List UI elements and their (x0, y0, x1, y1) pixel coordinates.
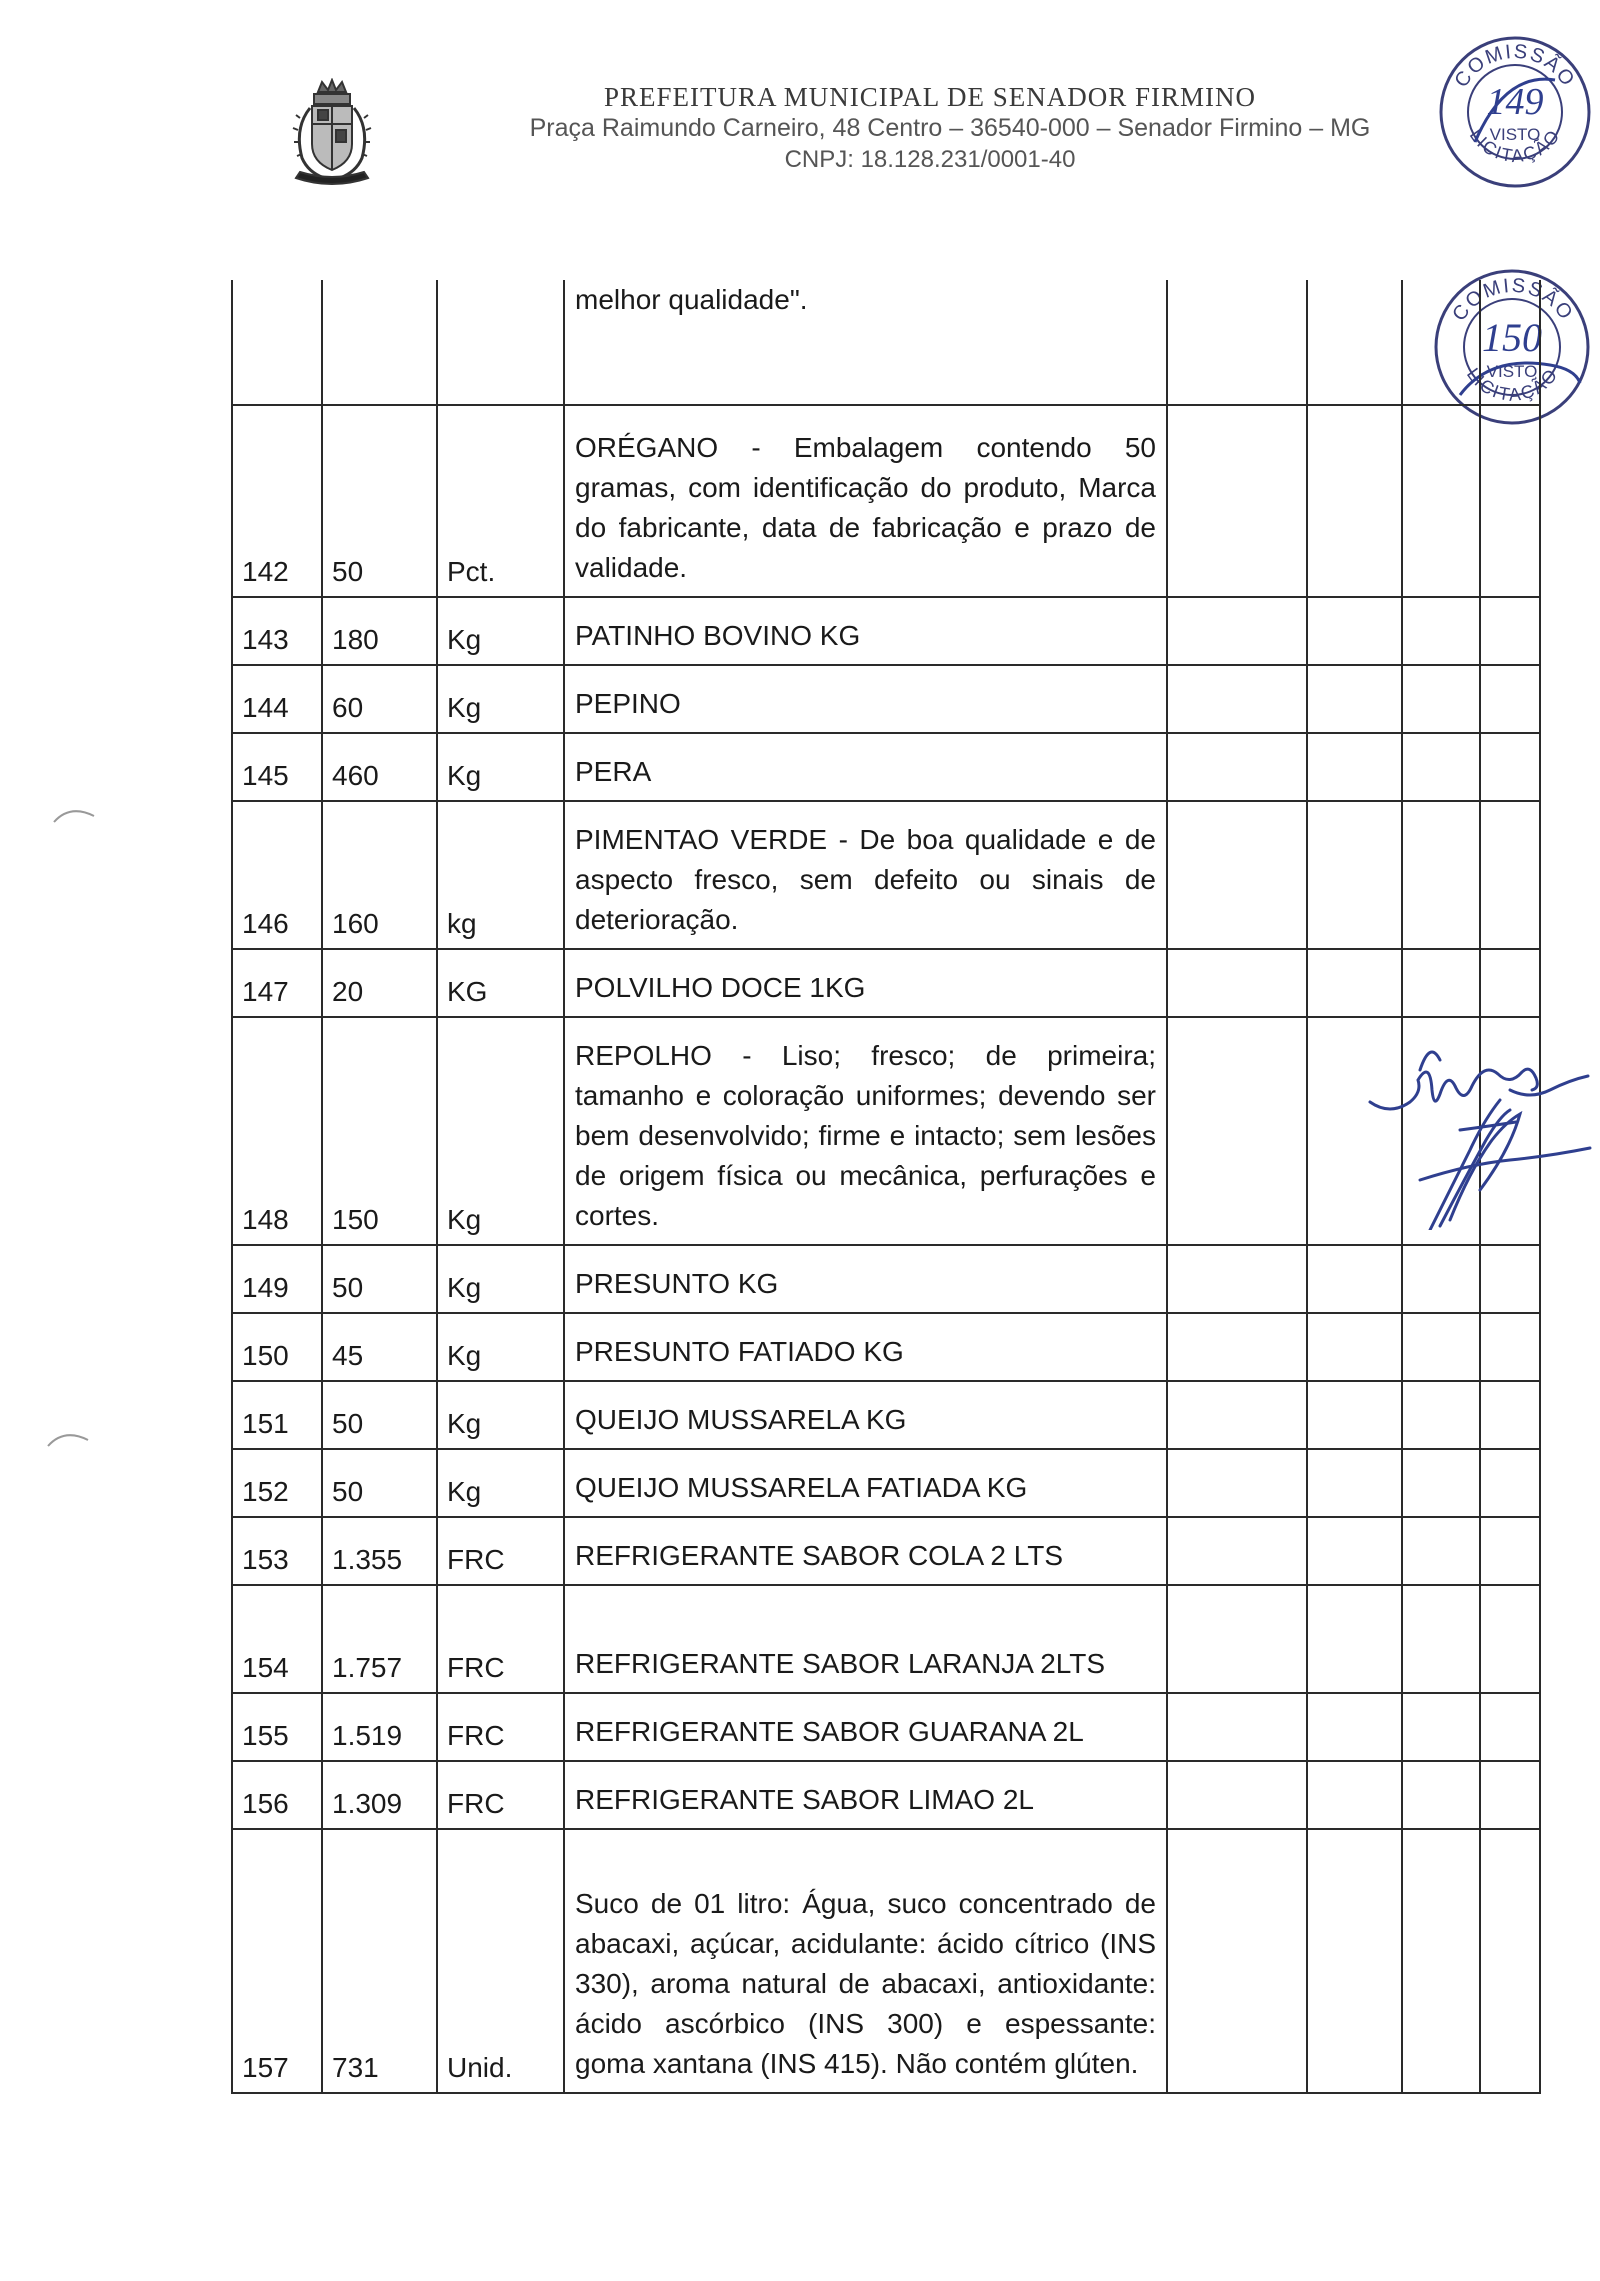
blank-cell (1307, 280, 1402, 405)
blank-cell (1480, 1761, 1540, 1829)
item-description: REPOLHO - Liso; fresco; de primeira; tamanho e coloração uniformes; devendo ser bem desenvolvido; firme e intacto; sem lesões de origem física ou mecânica, perfurações e cortes. (575, 1040, 1156, 1231)
blank-cell (1307, 665, 1402, 733)
blank-cell (1307, 1761, 1402, 1829)
blank-cell (1480, 665, 1540, 733)
table-row (232, 733, 1540, 801)
letterhead (0, 0, 1600, 200)
description-cell (564, 1245, 1167, 1313)
description-cell (564, 665, 1167, 733)
stamp-middle-text: VISTO (1489, 125, 1541, 144)
unit-cell: Unid. (437, 1829, 564, 2093)
blank-cell (1307, 1313, 1402, 1381)
quantity-cell: 460 (322, 733, 437, 801)
blank-cell (1307, 1517, 1402, 1585)
table-row (232, 1449, 1540, 1517)
item-description: REFRIGERANTE SABOR LIMAO 2L (575, 1784, 1034, 1815)
blank-cell (1307, 1585, 1402, 1693)
blank-cell (1480, 405, 1540, 597)
blank-cell (1167, 1585, 1307, 1693)
blank-cell (1480, 1245, 1540, 1313)
item-description: QUEIJO MUSSARELA FATIADA KG (575, 1472, 1028, 1503)
blank-cell (1167, 1517, 1307, 1585)
table-row (232, 1585, 1540, 1693)
blank-cell (1307, 1693, 1402, 1761)
item-description: ORÉGANO - Embalagem contendo 50 gramas, com identificação do produto, Marca do fabricante, data de fabricação e prazo de validade. (575, 432, 1156, 583)
item-description: REFRIGERANTE SABOR GUARANA 2L (575, 1716, 1084, 1747)
blank-cell (1402, 405, 1480, 597)
stamp-bottom-text: LICITAÇÃO (1462, 364, 1563, 405)
unit-cell: FRC (437, 1517, 564, 1585)
unit-cell: Kg (437, 1245, 564, 1313)
stamp-bottom-text: LICITAÇÃO (1465, 125, 1565, 167)
item-number-cell: 150 (232, 1313, 322, 1381)
letterhead-address: Praça Raimundo Carneiro, 48 Centro – 36540-000 – Senador Firmino – MG (529, 114, 1371, 142)
blank-cell (1307, 1449, 1402, 1517)
blank-cell (1167, 665, 1307, 733)
blank-cell (1402, 1245, 1480, 1313)
description-cell (564, 949, 1167, 1017)
item-description: PRESUNTO KG (575, 1268, 779, 1299)
description-cell (564, 1585, 1167, 1693)
description-cell (564, 1829, 1167, 2093)
description-cell (564, 597, 1167, 665)
blank-cell (1480, 1381, 1540, 1449)
item-number-cell: 144 (232, 665, 322, 733)
quantity-cell: 731 (322, 1829, 437, 2093)
blank-cell (1402, 1761, 1480, 1829)
table-row (232, 1693, 1540, 1761)
quantity-cell: 20 (322, 949, 437, 1017)
stamp-number: 150 (1482, 315, 1542, 360)
table-row (232, 801, 1540, 949)
scan-mark (50, 800, 100, 830)
blank-cell (1307, 405, 1402, 597)
unit-cell: Kg (437, 1449, 564, 1517)
unit-cell: Kg (437, 1381, 564, 1449)
unit-cell: FRC (437, 1693, 564, 1761)
table-row (232, 1381, 1540, 1449)
unit-cell: Kg (437, 733, 564, 801)
blank-cell (1167, 1693, 1307, 1761)
item-number-cell (232, 280, 322, 405)
item-number-cell: 143 (232, 597, 322, 665)
blank-cell (1167, 1449, 1307, 1517)
quantity-cell (322, 280, 437, 405)
blank-cell (1480, 1449, 1540, 1517)
unit-cell: Kg (437, 1017, 564, 1245)
stamp-top-text: COMISSÃO (1448, 274, 1578, 326)
blank-cell (1480, 1585, 1540, 1693)
quantity-cell: 50 (322, 1449, 437, 1517)
description-cell (564, 1517, 1167, 1585)
unit-cell: FRC (437, 1585, 564, 1693)
blank-cell (1480, 280, 1540, 405)
item-number-cell: 157 (232, 1829, 322, 2093)
letterhead-cnpj: CNPJ: 18.128.231/0001-40 (784, 146, 1076, 173)
description-cell (564, 733, 1167, 801)
item-number-cell: 148 (232, 1017, 322, 1245)
table-row (232, 1829, 1540, 2093)
quantity-cell: 1.757 (322, 1585, 437, 1693)
item-number-cell: 147 (232, 949, 322, 1017)
blank-cell (1402, 280, 1480, 405)
table-row (232, 949, 1540, 1017)
unit-cell: Kg (437, 665, 564, 733)
item-number-cell: 154 (232, 1585, 322, 1693)
item-description: PEPINO (575, 688, 681, 719)
item-description: REFRIGERANTE SABOR COLA 2 LTS (575, 1540, 1064, 1571)
table-row (232, 1761, 1540, 1829)
blank-cell (1402, 1313, 1480, 1381)
blank-cell (1402, 1381, 1480, 1449)
blank-cell (1167, 1313, 1307, 1381)
quantity-cell: 50 (322, 405, 437, 597)
blank-cell (1402, 801, 1480, 949)
quantity-cell: 160 (322, 801, 437, 949)
description-cell (564, 1449, 1167, 1517)
blank-cell (1307, 801, 1402, 949)
description-cell (564, 1313, 1167, 1381)
blank-cell (1167, 597, 1307, 665)
item-number-cell: 145 (232, 733, 322, 801)
blank-cell (1167, 1245, 1307, 1313)
items-table (231, 280, 1541, 2094)
blank-cell (1402, 1517, 1480, 1585)
blank-cell (1480, 733, 1540, 801)
item-number-cell: 156 (232, 1761, 322, 1829)
item-number-cell: 155 (232, 1693, 322, 1761)
unit-cell: Kg (437, 597, 564, 665)
blank-cell (1307, 1829, 1402, 2093)
item-description: PERA (575, 756, 652, 787)
quantity-cell: 45 (322, 1313, 437, 1381)
blank-cell (1307, 1245, 1402, 1313)
scan-mark (44, 1424, 94, 1454)
blank-cell (1307, 949, 1402, 1017)
table-row (232, 597, 1540, 665)
letterhead-title: PREFEITURA MUNICIPAL DE SENADOR FIRMINO (603, 82, 1257, 112)
blank-cell (1480, 1313, 1540, 1381)
blank-cell (1480, 597, 1540, 665)
description-cell (564, 280, 1167, 405)
item-number-cell: 153 (232, 1517, 322, 1585)
handwritten-signature (1360, 1030, 1600, 1230)
municipal-crest-icon (288, 78, 376, 188)
blank-cell (1480, 1517, 1540, 1585)
blank-cell (1307, 597, 1402, 665)
blank-cell (1167, 1017, 1307, 1245)
blank-cell (1402, 1829, 1480, 2093)
item-description: PATINHO BOVINO KG (575, 620, 861, 651)
blank-cell (1402, 949, 1480, 1017)
blank-cell (1402, 597, 1480, 665)
item-description: PRESUNTO FATIADO KG (575, 1336, 904, 1367)
blank-cell (1167, 733, 1307, 801)
quantity-cell: 1.355 (322, 1517, 437, 1585)
quantity-cell: 1.519 (322, 1693, 437, 1761)
table-row (232, 1313, 1540, 1381)
description-cell (564, 405, 1167, 597)
description-cell (564, 1017, 1167, 1245)
unit-cell: KG (437, 949, 564, 1017)
quantity-cell: 50 (322, 1245, 437, 1313)
blank-cell (1402, 665, 1480, 733)
table-row (232, 1517, 1540, 1585)
blank-cell (1167, 405, 1307, 597)
item-number-cell: 149 (232, 1245, 322, 1313)
unit-cell: Pct. (437, 405, 564, 597)
blank-cell (1480, 1829, 1540, 2093)
item-description: POLVILHO DOCE 1KG (575, 972, 866, 1003)
description-cell (564, 1761, 1167, 1829)
table-row (232, 1017, 1540, 1245)
item-number-cell: 151 (232, 1381, 322, 1449)
blank-cell (1167, 801, 1307, 949)
blank-cell (1307, 1381, 1402, 1449)
description-cell (564, 801, 1167, 949)
item-number-cell: 146 (232, 801, 322, 949)
item-number-cell: 152 (232, 1449, 322, 1517)
blank-cell (1167, 280, 1307, 405)
blank-cell (1167, 1761, 1307, 1829)
unit-cell: kg (437, 801, 564, 949)
stamp-middle-text: VISTO (1486, 362, 1538, 381)
item-description: QUEIJO MUSSARELA KG (575, 1404, 907, 1435)
blank-cell (1402, 1693, 1480, 1761)
stamp-number: 149 (1486, 81, 1544, 123)
item-description: Suco de 01 litro: Água, suco concentrado de abacaxi, açúcar, acidulante: ácido cítrico (INS 330), aroma natural de abacaxi, antioxidante: ácido ascórbico (INS 300) e espessante: goma xantana (INS 415). Não contém glúten. (575, 1888, 1156, 2079)
commission-stamp (1435, 32, 1595, 192)
blank-cell (1402, 733, 1480, 801)
blank-cell (1167, 1381, 1307, 1449)
blank-cell (1402, 1585, 1480, 1693)
stamp-top-text: COMISSÃO (1450, 40, 1580, 92)
quantity-cell: 50 (322, 1381, 437, 1449)
description-cell (564, 1693, 1167, 1761)
item-number-cell: 142 (232, 405, 322, 597)
continued-description: melhor qualidade". (575, 284, 808, 315)
blank-cell (1480, 1693, 1540, 1761)
blank-cell (1307, 733, 1402, 801)
unit-cell: Kg (437, 1313, 564, 1381)
blank-cell (1167, 1829, 1307, 2093)
quantity-cell: 150 (322, 1017, 437, 1245)
unit-cell (437, 280, 564, 405)
blank-cell (1167, 949, 1307, 1017)
unit-cell: FRC (437, 1761, 564, 1829)
table-row (232, 280, 1540, 405)
quantity-cell: 60 (322, 665, 437, 733)
blank-cell (1402, 1449, 1480, 1517)
table-row (232, 1245, 1540, 1313)
table-row (232, 405, 1540, 597)
item-description: REFRIGERANTE SABOR LARANJA 2LTS (575, 1648, 1106, 1679)
item-description: PIMENTAO VERDE - De boa qualidade e de aspecto fresco, sem defeito ou sinais de deterioração. (575, 824, 1156, 935)
description-cell (564, 1381, 1167, 1449)
quantity-cell: 1.309 (322, 1761, 437, 1829)
blank-cell (1480, 949, 1540, 1017)
blank-cell (1480, 801, 1540, 949)
table-row (232, 665, 1540, 733)
quantity-cell: 180 (322, 597, 437, 665)
